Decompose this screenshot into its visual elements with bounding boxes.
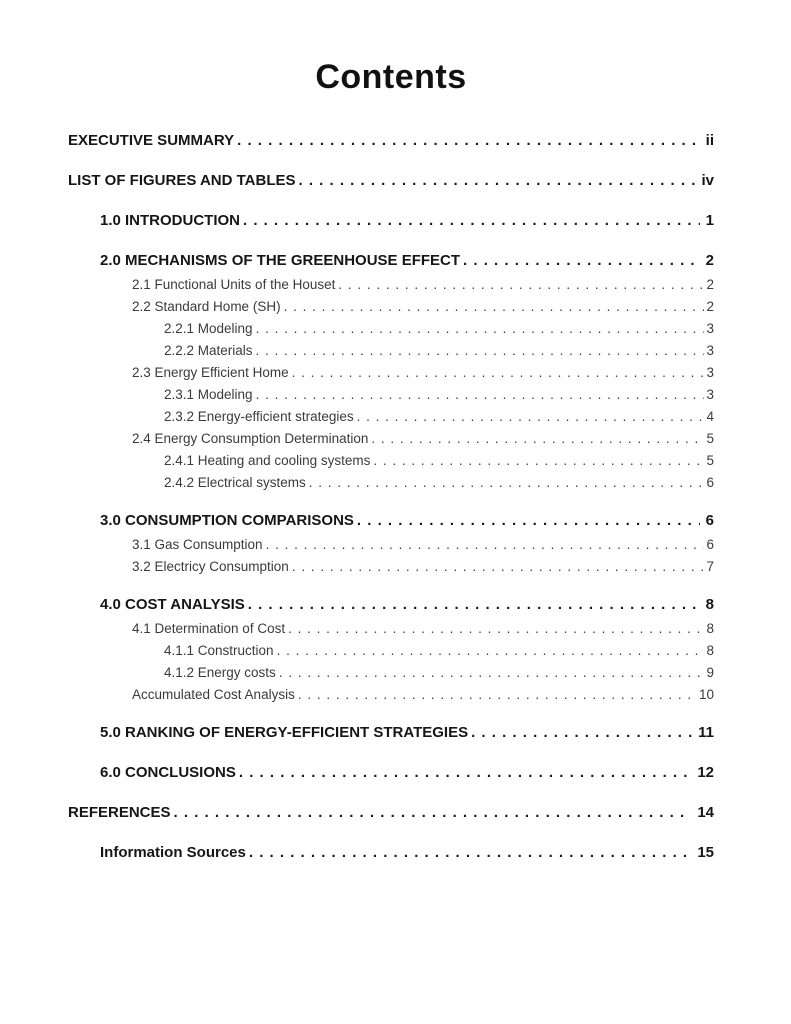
toc-entry-page: 2	[706, 299, 714, 314]
dot-leader	[357, 511, 700, 530]
toc-entry	[68, 763, 714, 782]
toc-entry	[68, 665, 714, 680]
dot-leader	[371, 431, 704, 446]
toc-entry-label: 5.0 RANKING OF ENERGY-EFFICIENT STRATEGIES	[100, 724, 469, 741]
toc-entry	[68, 131, 714, 150]
dot-leader	[239, 763, 691, 782]
dot-leader	[284, 299, 705, 314]
toc-entry	[68, 251, 714, 270]
toc-entry-label: REFERENCES	[68, 804, 171, 821]
toc-entry	[68, 643, 714, 658]
dot-leader	[298, 687, 697, 702]
toc-entry	[68, 803, 714, 822]
page-title: Contents	[315, 58, 467, 96]
toc-entry	[68, 559, 714, 574]
toc-entry-label: 3.2 Electricy Consumption	[132, 559, 289, 574]
toc-entry-page: 3	[706, 321, 714, 336]
toc-entry-label: 2.4.1 Heating and cooling systems	[164, 453, 371, 468]
toc-entry-page: 6	[705, 512, 714, 529]
toc-entry	[68, 211, 714, 230]
toc-entry	[68, 621, 714, 636]
toc-entry	[68, 537, 714, 552]
toc-entry	[68, 343, 714, 358]
toc-entry-page: 8	[705, 596, 714, 613]
toc-entry-label: 2.3 Energy Efficient Home	[132, 365, 289, 380]
toc-entry-label: 2.1 Functional Units of the Houset	[132, 277, 336, 292]
toc-entry-label: 2.4 Energy Consumption Determination	[132, 431, 369, 446]
toc-entry	[68, 687, 714, 702]
toc-entry-label: 4.0 COST ANALYSIS	[100, 596, 245, 613]
dot-leader	[463, 251, 700, 270]
toc-entry-page: ii	[705, 132, 714, 149]
toc-entry-page: 5	[706, 453, 714, 468]
dot-leader	[357, 409, 705, 424]
toc-entry	[68, 409, 714, 424]
toc-entry-page: 3	[706, 343, 714, 358]
toc-entry-label: 2.2 Standard Home (SH)	[132, 299, 281, 314]
dot-leader	[277, 643, 705, 658]
toc-entry-page: 6	[706, 537, 714, 552]
dot-leader	[256, 321, 705, 336]
toc-entry-label: Information Sources	[100, 844, 246, 861]
toc-entry-label: 4.1.1 Construction	[164, 643, 274, 658]
toc-entry-page: 7	[706, 559, 714, 574]
toc-entry-page: 8	[706, 643, 714, 658]
dot-leader	[256, 343, 705, 358]
dot-leader	[174, 803, 692, 822]
toc-entry-page: 5	[706, 431, 714, 446]
toc-entry-page: 6	[706, 475, 714, 490]
dot-leader	[292, 559, 705, 574]
dot-leader	[243, 211, 700, 230]
toc-entry-label: 2.2.1 Modeling	[164, 321, 253, 336]
toc-entry-page: 8	[706, 621, 714, 636]
dot-leader	[248, 595, 700, 614]
dot-leader	[471, 723, 692, 742]
toc-entry	[68, 843, 714, 862]
dot-leader	[292, 365, 705, 380]
toc-entry-page: 10	[698, 687, 714, 702]
toc-entry-label: Accumulated Cost Analysis	[132, 687, 295, 702]
toc-entry-label: LIST OF FIGURES AND TABLES	[68, 172, 296, 189]
toc-entry-page: 3	[706, 365, 714, 380]
toc-entry-label: 2.2.2 Materials	[164, 343, 253, 358]
toc-entry-label: 1.0 INTRODUCTION	[100, 212, 241, 229]
toc-entry	[68, 723, 714, 742]
toc-entry-page: iv	[701, 172, 714, 189]
toc-entry-label: 4.1 Determination of Cost	[132, 621, 286, 636]
dot-leader	[299, 171, 696, 190]
toc-list	[68, 131, 714, 862]
dot-leader	[338, 277, 704, 292]
dot-leader	[309, 475, 705, 490]
toc-entry-page: 2	[706, 277, 714, 292]
dot-leader	[279, 665, 705, 680]
dot-leader	[266, 537, 705, 552]
toc-entry-label: 2.0 MECHANISMS OF THE GREENHOUSE EFFECT	[100, 252, 461, 269]
toc-entry	[68, 299, 714, 314]
toc-entry	[68, 595, 714, 614]
toc-entry-label: 4.1.2 Energy costs	[164, 665, 276, 680]
toc-entry	[68, 511, 714, 530]
toc-entry	[68, 277, 714, 292]
toc-entry-label: 6.0 CONCLUSIONS	[100, 764, 236, 781]
toc-entry-page: 15	[697, 844, 714, 861]
toc-entry-label: 2.4.2 Electrical systems	[164, 475, 306, 490]
toc-entry-page: 9	[706, 665, 714, 680]
toc-entry-label: 3.0 CONSUMPTION COMPARISONS	[100, 512, 354, 529]
toc-entry-page: 2	[705, 252, 714, 269]
toc-entry-page: 1	[705, 212, 714, 229]
dot-leader	[373, 453, 704, 468]
dot-leader	[288, 621, 704, 636]
dot-leader	[249, 843, 691, 862]
toc-entry-page: 12	[697, 764, 714, 781]
toc-entry	[68, 475, 714, 490]
toc-entry	[68, 171, 714, 190]
toc-entry-page: 4	[706, 409, 714, 424]
toc-entry-label: 2.3.2 Energy-efficient strategies	[164, 409, 354, 424]
toc-entry	[68, 453, 714, 468]
toc-entry-page: 11	[698, 724, 714, 741]
toc-entry	[68, 431, 714, 446]
toc-entry	[68, 321, 714, 336]
toc-entry-label: 3.1 Gas Consumption	[132, 537, 263, 552]
toc-entry-page: 14	[697, 804, 714, 821]
toc-entry-label: EXECUTIVE SUMMARY	[68, 132, 235, 149]
toc-entry-label: 2.3.1 Modeling	[164, 387, 253, 402]
toc-entry	[68, 387, 714, 402]
toc-entry	[68, 365, 714, 380]
dot-leader	[256, 387, 705, 402]
toc-entry-page: 3	[706, 387, 714, 402]
dot-leader	[237, 131, 700, 150]
